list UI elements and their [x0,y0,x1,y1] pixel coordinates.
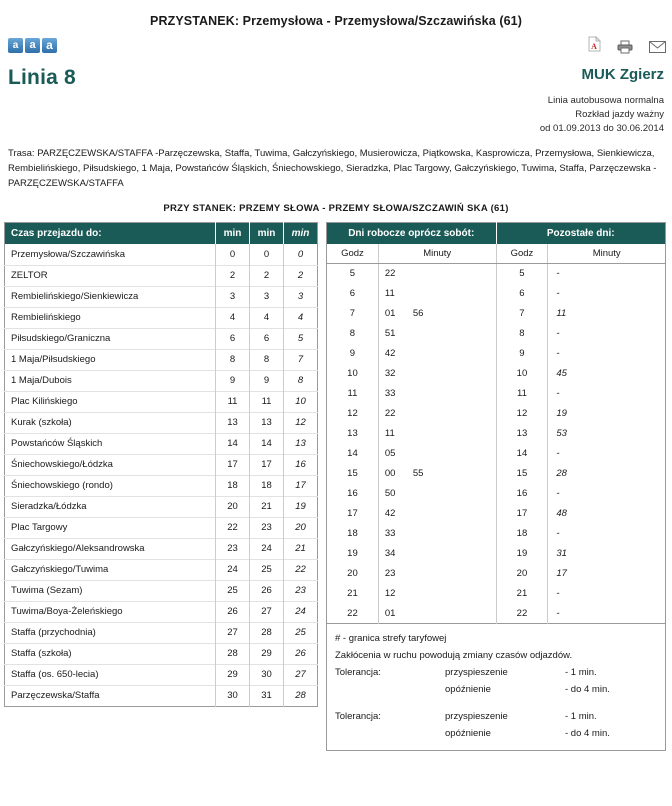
hour-weekday: 17 [327,504,379,524]
table-row [5,643,318,664]
mail-icon[interactable] [649,41,666,53]
minute-value: 56 [412,308,424,319]
tolerance-row-2a [335,708,657,725]
hour-other: 7 [496,304,548,324]
min-1: 14 [216,433,250,454]
minutes-other: - [556,348,560,359]
table-row [327,564,666,584]
min-1: 18 [216,475,250,496]
tolerance-speedup-label-1: przyspieszenie [445,667,508,678]
table-row [5,286,318,307]
table-row [327,584,666,604]
minutes-weekday [378,504,496,524]
minutes-other: 17 [556,568,567,579]
hour-other: 18 [496,524,548,544]
min-2: 26 [250,580,284,601]
minute-value: 11 [384,428,395,439]
table-row [5,265,318,286]
toolbar [0,38,672,64]
minutes-other: - [556,528,560,539]
stop-name: Staffa (szkoła) [5,643,216,664]
stop-name: 1 Maja/Dubois [5,370,216,391]
hour-weekday: 18 [327,524,379,544]
route-description [0,136,672,191]
hour-weekday: 9 [327,344,379,364]
minutes-weekday [378,344,496,364]
min-3: 26 [284,643,318,664]
min-2: 2 [250,265,284,286]
min-3: 19 [284,496,318,517]
min-3: 16 [284,454,318,475]
hour-other: 16 [496,484,548,504]
page-left-margin [0,0,4,806]
minutes-other: - [556,607,560,619]
min-3: 0 [297,248,304,260]
minutes-other: - [556,288,560,299]
min-1: 8 [216,349,250,370]
table-row [327,464,666,484]
minutes-other: - [556,588,560,599]
tolerance-speedup-label-2: przyspieszenie [445,711,508,722]
min-1: 28 [216,643,250,664]
tolerance-row-1b [335,681,657,698]
column-header-hour-other: Godz [496,244,548,264]
column-header-min-3: min [284,223,318,245]
min-2: 17 [250,454,284,475]
minute-value: 22 [384,408,396,419]
table-row [327,484,666,504]
min-2: 3 [250,286,284,307]
hour-weekday: 22 [327,604,379,624]
table-row [327,504,666,524]
min-1: 25 [216,580,250,601]
tolerance-spacer-1 [335,681,445,698]
minutes-other: 28 [556,468,567,479]
min-2: 18 [250,475,284,496]
stop-name: 1 Maja/Piłsudskiego [5,349,216,370]
svg-text:A: A [591,42,597,51]
table-row [327,364,666,384]
hour-other: 11 [496,384,548,404]
group-header-other-days: Pozostałe dni: [496,223,666,245]
departures-column [326,222,666,751]
min-3: 23 [284,580,318,601]
minute-value: 34 [384,548,396,559]
hour-other: 19 [496,544,548,564]
group-header-weekdays: Dni robocze oprócz sobót: [327,223,497,245]
min-2: 6 [250,328,284,349]
travel-time-table [4,222,318,707]
min-3: 17 [284,475,318,496]
schedule-validity-range: od 01.09.2013 do 30.06.2014 [539,123,664,134]
table-row [5,664,318,685]
minutes-other: 45 [556,368,567,379]
minute-value: 42 [384,508,396,519]
tolerance-label-2: Tolerancja: [335,711,381,722]
table-row [327,284,666,304]
minutes-weekday [378,284,496,304]
hour-weekday: 14 [327,444,379,464]
hour-other: 5 [496,264,548,284]
operator-name: MUK Zgierz [581,66,664,83]
page-title: PRZYSTANEK: Przemysłowa - Przemysłowa/Szczawińska (61) [150,14,522,28]
hour-weekday: 16 [327,484,379,504]
min-1: 0 [216,244,250,265]
stop-name: Staffa (przychodnia) [5,622,216,643]
departures-table [326,222,666,624]
min-3: 8 [284,370,318,391]
route-label: Trasa: [8,148,35,159]
table-row [327,384,666,404]
stop-name: Sieradzka/Łódzka [5,496,216,517]
minutes-weekday [378,404,496,424]
table-row [327,524,666,544]
hour-other: 22 [496,604,548,624]
tolerance-delay-value-1: - do 4 min. [565,684,610,695]
stop-name: ZELTOR [5,265,216,286]
hour-weekday: 8 [327,324,379,344]
min-1: 24 [216,559,250,580]
min-2: 21 [250,496,284,517]
tolerance-row-2b [335,725,657,742]
minute-value: 42 [384,348,396,359]
minute-value: 23 [384,568,396,579]
minutes-weekday [378,544,496,564]
tolerance-delay-value-2: - do 4 min. [565,728,610,739]
min-2: 9 [250,370,284,391]
min-3: 3 [284,286,318,307]
column-header-minutes-weekday: Minuty [378,244,496,264]
table-row [5,538,318,559]
min-2: 13 [250,412,284,433]
hour-weekday: 6 [327,284,379,304]
stop-name: Powstańców Śląskich [5,433,216,454]
hour-weekday: 5 [327,264,379,284]
column-header-min-1: min [216,223,250,245]
min-3: 2 [284,265,318,286]
minutes-other: - [556,488,560,499]
departures-rows [327,264,666,624]
stop-name: Rembielińskiego [5,307,216,328]
line-header [0,64,672,94]
minute-value: 12 [384,588,396,599]
tolerance-row-1a [335,664,657,681]
hour-other: 10 [496,364,548,384]
min-2: 0 [250,244,284,265]
min-2: 11 [250,391,284,412]
stop-name: Tuwima/Boya-Żeleńskiego [5,601,216,622]
stop-name: Gałczyńskiego/Aleksandrowska [5,538,216,559]
min-3: 25 [284,622,318,643]
min-3: 20 [284,517,318,538]
min-2: 28 [250,622,284,643]
table-row [5,580,318,601]
min-1: 11 [216,391,250,412]
column-header-min-2: min [250,223,284,245]
line-type: Linia autobusowa normalna [547,95,664,106]
stop-name: Gałczyńskiego/Tuwima [5,559,216,580]
min-3: 28 [284,685,318,706]
table-row [5,559,318,580]
hour-other: 14 [496,444,548,464]
table-row [5,349,318,370]
hour-other: 9 [496,344,548,364]
table-row [5,433,318,454]
font-size-medium-button[interactable]: a [25,38,40,53]
min-2: 25 [250,559,284,580]
stop-name: Przemysłowa/Szczawińska [5,244,216,265]
minute-value: 11 [384,288,395,299]
table-group-header-row [327,223,666,245]
minute-value: 33 [384,528,396,539]
font-size-large-button[interactable]: a [42,38,57,53]
min-1: 17 [216,454,250,475]
hour-other: 13 [496,424,548,444]
stop-name: Śniechowskiego/Łódzka [5,454,216,475]
font-size-small-button[interactable]: a [8,38,23,53]
minutes-other: - [556,388,560,399]
minutes-other: 11 [556,308,567,319]
min-1: 4 [216,307,250,328]
table-row [327,264,666,284]
min-2: 29 [250,643,284,664]
minutes-weekday [378,564,496,584]
hour-weekday: 12 [327,404,379,424]
min-1: 20 [216,496,250,517]
table-row [5,391,318,412]
table-row [5,475,318,496]
minutes-other: 19 [556,408,567,419]
stop-subtitle: PRZY STANEK: PRZEMY SŁOWA - PRZEMY SŁOWA/SZCZAWIŃ SKA (61) [163,203,509,214]
hour-weekday: 19 [327,544,379,564]
minutes-weekday [378,324,496,344]
min-2: 27 [250,601,284,622]
minutes-weekday [378,444,496,464]
line-meta [0,94,672,136]
tolerance-speedup-value-2: - 1 min. [565,711,597,722]
line-name: Linia 8 [8,66,76,89]
table-row [5,517,318,538]
stop-name: Kurak (szkoła) [5,412,216,433]
minutes-weekday [378,424,496,444]
stop-name: Rembielińskiego/Sienkiewicza [5,286,216,307]
min-1: 6 [216,328,250,349]
minute-value: 01 [384,607,396,619]
minute-value: 55 [412,468,424,479]
tolerance-delay-label-1: opóźnienie [445,684,491,695]
hour-other: 17 [496,504,548,524]
minute-value: 00 [384,468,396,479]
minutes-weekday [378,584,496,604]
table-subheader-row [327,244,666,264]
table-row [5,412,318,433]
column-header-stop: Czas przejazdu do: [5,223,216,245]
min-1: 2 [216,265,250,286]
table-row [327,424,666,444]
min-1: 27 [216,622,250,643]
stop-name: Tuwima (Sezam) [5,580,216,601]
font-size-controls[interactable] [8,38,57,53]
min-1: 30 [216,685,250,706]
tolerance-speedup-value-1: - 1 min. [565,667,597,678]
stop-name: Piłsudskiego/Graniczna [5,328,216,349]
table-row [5,496,318,517]
hour-other: 8 [496,324,548,344]
printer-icon[interactable] [617,40,633,54]
min-2: 23 [250,517,284,538]
min-3: 7 [284,349,318,370]
table-row [5,370,318,391]
minutes-weekday [378,304,496,324]
stop-name: Śniechowskiego (rondo) [5,475,216,496]
table-row [5,454,318,475]
hour-other: 12 [496,404,548,424]
notes-spacer [335,698,657,708]
stop-name: Parzęczewska/Staffa [5,685,216,706]
min-1: 29 [216,664,250,685]
min-3: 27 [284,664,318,685]
min-1: 22 [216,517,250,538]
minute-value: 01 [384,308,396,319]
min-2: 14 [250,433,284,454]
hour-other: 15 [496,464,548,484]
hour-other: 21 [496,584,548,604]
min-3: 5 [284,328,318,349]
table-row [327,404,666,424]
hour-weekday: 7 [327,304,379,324]
minutes-other: - [556,268,560,280]
minutes-weekday [378,484,496,504]
minutes-other: 31 [556,548,567,559]
min-1: 23 [216,538,250,559]
stop-name: Plac Kilińskiego [5,391,216,412]
hour-weekday: 10 [327,364,379,384]
tolerance-label-1: Tolerancja: [335,667,381,678]
disruption-note: Zakłócenia w ruchu powodują zmiany czasów odjazdów. [335,650,573,661]
table-row [327,444,666,464]
min-3: 13 [284,433,318,454]
min-1: 26 [216,601,250,622]
min-3: 10 [284,391,318,412]
minutes-other: 53 [556,428,567,439]
minute-value: 22 [384,268,396,280]
hour-other: 6 [496,284,548,304]
min-3: 22 [284,559,318,580]
minutes-weekday [378,364,496,384]
notes-block [326,624,666,751]
min-2: 30 [250,664,284,685]
tariff-note: # - granica strefy taryfowej [335,633,447,644]
pdf-icon[interactable] [587,36,601,57]
hour-other: 20 [496,564,548,584]
min-1: 13 [216,412,250,433]
minute-value: 50 [384,488,396,499]
toolbar-icons [587,36,666,57]
schedule-valid-label: Rozkład jazdy ważny [575,109,664,120]
min-3: 4 [284,307,318,328]
hour-weekday: 21 [327,584,379,604]
min-2: 4 [250,307,284,328]
stop-name: Staffa (os. 650-lecia) [5,664,216,685]
table-row [5,601,318,622]
table-row [5,244,318,265]
table-row [5,622,318,643]
table-row [327,324,666,344]
minute-value: 05 [384,448,396,459]
hour-weekday: 13 [327,424,379,444]
min-1: 3 [216,286,250,307]
minute-value: 33 [384,388,396,399]
route-text: PARZĘCZEWSKA/STAFFA -Parzęczewska, Staffa, Tuwima, Gałczyńskiego, Musierowicza, Piątkowska, Kasprowicza, Przemysłowa, Sienkiewicza, Rembielińskiego, Piłsudskiego, 1 Maja, Powstańców Śląskich, Śniechowskiego, Sieradzka, Plac Targowy, Gałczyńskiego, Tuwima, Staffa, Parzęczewska - PARZĘCZEWSKA/STAFFA [8,148,657,189]
min-3: 24 [284,601,318,622]
table-row [327,544,666,564]
table-row [327,344,666,364]
tables-area [0,222,672,751]
minutes-weekday [378,604,496,624]
table-row [5,307,318,328]
min-2: 8 [250,349,284,370]
column-header-minutes-other: Minuty [548,244,666,264]
table-row [327,604,666,624]
minutes-weekday [378,264,496,284]
minutes-weekday [378,464,496,484]
minute-value: 51 [384,328,396,339]
min-2: 31 [250,685,284,706]
minutes-weekday [378,384,496,404]
table-row [5,685,318,706]
minutes-weekday [378,524,496,544]
minutes-other: 48 [556,508,567,519]
hour-weekday: 15 [327,464,379,484]
column-header-hour-weekday: Godz [327,244,379,264]
min-1: 9 [216,370,250,391]
tolerance-delay-label-2: opóźnienie [445,728,491,739]
table-row [327,304,666,324]
tolerance-spacer-2 [335,725,445,742]
table-header-row [5,223,318,245]
table-row [5,328,318,349]
min-3: 12 [284,412,318,433]
min-2: 24 [250,538,284,559]
minutes-other: - [556,328,560,339]
minute-value: 32 [384,368,396,379]
stop-name: Plac Targowy [5,517,216,538]
hour-weekday: 20 [327,564,379,584]
minutes-other: - [556,448,560,459]
hour-weekday: 11 [327,384,379,404]
min-3: 21 [284,538,318,559]
travel-time-rows [5,244,318,706]
